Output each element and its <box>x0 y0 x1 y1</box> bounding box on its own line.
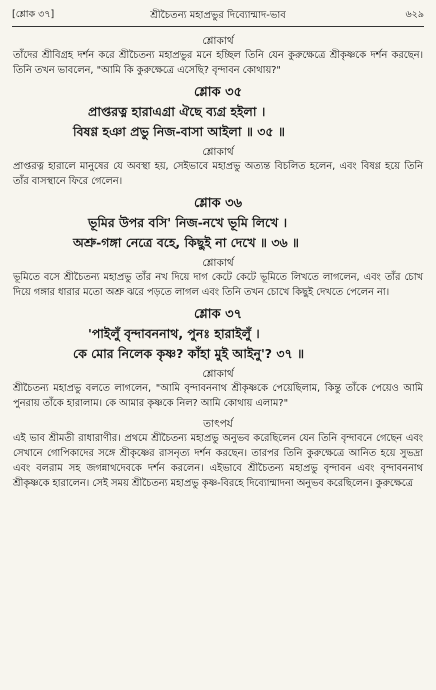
purport-paragraph: এই ভাব শ্রীমতী রাধারাণীর। প্রথমে শ্রীচৈতন্য মহাপ্রভু অনুভব করেছিলেন যেন তিনি বৃন্দাবনে গেছেন এবং সেখানে গোপিকাদের সঙ্গে শ্রীকৃষ্ণের রাসনৃত্য দর্শন করছেন। তারপর তিনি কুরুক্ষেত্রে আনিত হয়ে সুভদ্রা এবং বলরাম সহ জগন্নাথদেবকে দর্শন করলেন। এইভাবে শ্রীচৈতন্য মহাপ্রভু বৃন্দাবন এবং বৃন্দাবননাথ শ্রীকৃষ্ণকে হারালেন। সেই সময় শ্রীচৈতন্য মহাপ্রভু কৃষ্ণ-বিরহে দিব্যোন্মাদনা অনুভব করেছিলেন। কুরুক্ষেত্রে <box>13 433 423 489</box>
translation-paragraph: তাঁদের শ্রীবিগ্রহ দর্শন করে শ্রীচৈতন্য মহাপ্রভুর মনে হচ্ছিল তিনি যেন কুরুক্ষেত্রে শ্রীকৃষ্ণকে দর্শন করছেন। তিনি তখন ভাবলেন, "আমি কি কুরুক্ষেত্রে এসেছি? বৃন্দাবন কোথায়?" <box>13 50 423 76</box>
translation-label: শ্লোকার্থ <box>202 257 234 269</box>
verse-line: বিষণ্ণ হঞা প্রভু নিজ-বাসা আইলা ॥ ৩৫ ॥ <box>73 124 285 139</box>
header-verse-ref: [শ্লোক ৩৭] <box>12 9 55 20</box>
page-body <box>13 34 423 491</box>
translation-label: শ্লোকার্থ <box>202 146 234 158</box>
translation-label: শ্লোকার্থ <box>202 35 234 47</box>
purport-label: তাৎপর্য <box>203 418 233 430</box>
translation-label: শ্লোকার্থ <box>202 368 234 380</box>
translation-paragraph: প্রাপ্তরত্ন হারালে মানুষের যে অবস্থা হয়, সেইভাবে মহাপ্রভু অত্যন্ত বিচলিত হলেন, এবং বিষণ্ণ হয়ে তিনি তাঁর বাসস্থানে ফিরে গেলেন। <box>13 161 423 187</box>
verse-heading: শ্লোক ৩৭ <box>193 307 243 322</box>
header-chapter-title: শ্রীচৈতন্য মহাপ্রভুর দিব্যোন্মাদ-ভাব <box>150 10 286 21</box>
verse-line: প্রাপ্তরত্ন হারাএগ্রা ঐছে ব্যগ্র হইলা । <box>88 104 266 119</box>
verse-heading: শ্লোক ৩৫ <box>193 85 243 100</box>
running-header <box>12 8 424 24</box>
verse-line: ভূমির উপর বসি' নিজ-নখে ভূমি লিখে । <box>88 215 288 230</box>
verse-heading: শ্লোক ৩৬ <box>193 196 243 211</box>
verse-line: কে মোর নিলেক কৃষ্ণ? কাঁহা মুই আইনু'? ৩৭ ॥ <box>73 346 305 361</box>
verse-line: অশ্রু-গঙ্গা নেত্রে বহে, কিছুই না দেখে ॥ ৩৬ ॥ <box>73 235 299 250</box>
verse-line: 'পাইলুঁ বৃন্দাবননাথ, পুনঃ হারাইলুঁ । <box>88 326 260 341</box>
page-number: ৬২৯ <box>405 9 424 20</box>
translation-paragraph: ভূমিতে বসে শ্রীচৈতন্য মহাপ্রভু তাঁর নখ দিয়ে দাগ কেটে কেটে ভূমিতে লিখতে লাগলেন, এবং তাঁর চোখ দিয়ে গঙ্গার ধারার মতো অশ্রু ঝরে পড়তে লাগল এবং তিনি তখন চোখে কিছুই দেখতে পেলেন না। <box>13 272 423 298</box>
header-rule <box>12 26 424 27</box>
translation-paragraph: শ্রীচৈতন্য মহাপ্রভু বলতে লাগলেন, "আমি বৃন্দাবননাথ শ্রীকৃষ্ণকে পেয়েছিলাম, কিন্তু তাঁকে পেয়েও আমি পুনরায় তাঁকে হারালাম। কে আমার কৃষ্ণকে নিল? আমি কোথায় এলাম?" <box>13 383 423 409</box>
